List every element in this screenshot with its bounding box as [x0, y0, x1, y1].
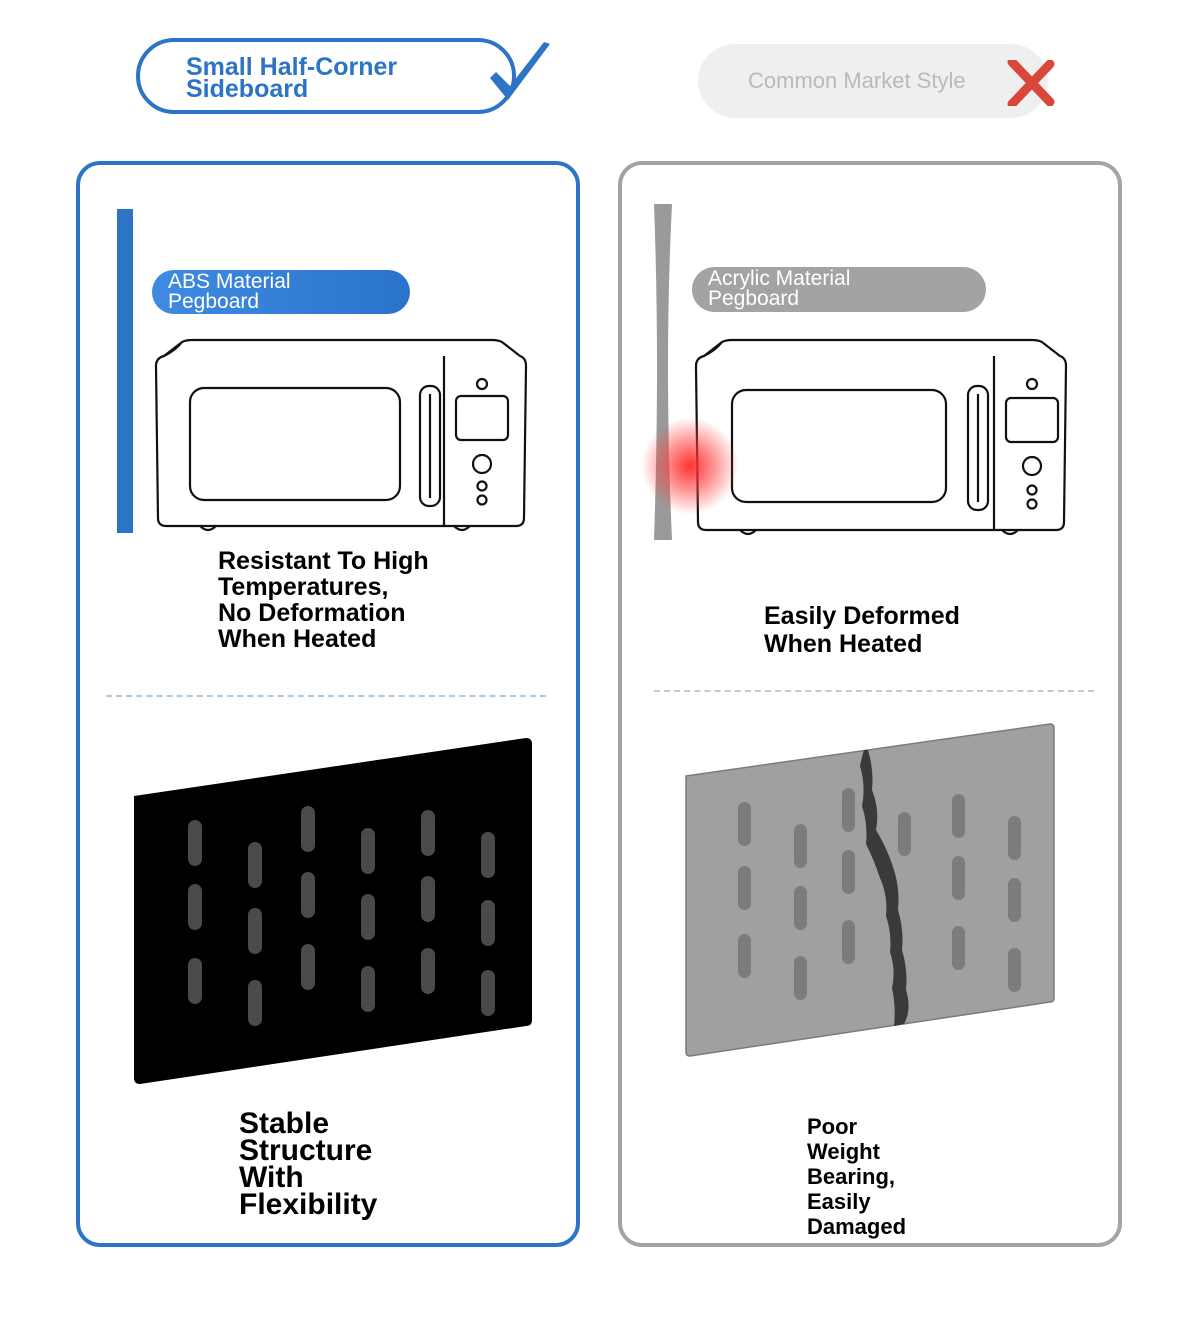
- acrylic-structure-caption-line: Poor: [807, 1114, 858, 1139]
- acrylic-comparison-panel: [618, 161, 1122, 1247]
- abs-tag-line1: ABS Material: [168, 270, 291, 293]
- checkmark-icon: [484, 40, 554, 110]
- heat-spot-icon: [640, 418, 740, 514]
- acrylic-heat-caption: [764, 602, 960, 658]
- acrylic-structure-caption-line: Easily: [807, 1189, 871, 1214]
- cross-icon: [1006, 60, 1056, 106]
- microwave-icon: [692, 336, 1072, 536]
- abs-structure-caption-line: Stable: [239, 1107, 330, 1140]
- acrylic-structure-caption: [807, 1114, 906, 1239]
- abs-heat-caption-line: No Deformation: [218, 599, 406, 627]
- section-divider: [654, 690, 1094, 692]
- abs-heat-caption-line: Resistant To High: [218, 547, 429, 575]
- recommended-option-title: [186, 53, 446, 103]
- abs-heat-caption: [218, 548, 429, 652]
- acrylic-tag-line1: Acrylic Material: [708, 267, 851, 290]
- abs-structure-caption-line: Flexibility: [239, 1188, 378, 1221]
- acrylic-heat-caption-line: When Heated: [764, 630, 923, 658]
- section-divider: [106, 695, 546, 697]
- acrylic-structure-caption-line: Bearing,: [807, 1164, 896, 1189]
- abs-pegboard-illustration: [128, 736, 538, 1088]
- abs-pegboard-side-bar: [117, 209, 133, 533]
- recommended-title-line1: Small Half-Corner: [186, 53, 398, 81]
- acrylic-material-tag: [692, 267, 986, 312]
- acrylic-heat-caption-line: Easily Deformed: [764, 602, 960, 630]
- abs-structure-caption-line: Structure: [239, 1134, 373, 1167]
- acrylic-structure-caption-line: Weight: [807, 1139, 880, 1164]
- acrylic-cracked-pegboard-illustration: [682, 720, 1060, 1062]
- common-option-title: Common Market Style: [748, 68, 966, 93]
- abs-structure-caption-line: With: [239, 1161, 304, 1194]
- acrylic-structure-caption-line: Damaged: [807, 1214, 907, 1239]
- abs-heat-caption-line: When Heated: [218, 625, 377, 653]
- abs-tag-line2: Pegboard: [168, 290, 260, 313]
- microwave-icon: [152, 336, 532, 536]
- acrylic-tag-line2: Pegboard: [708, 287, 800, 310]
- abs-structure-caption: [239, 1107, 378, 1221]
- abs-material-tag: [152, 270, 410, 314]
- recommended-title-line2: Sideboard: [186, 75, 309, 103]
- abs-heat-caption-line: Temperatures,: [218, 573, 389, 601]
